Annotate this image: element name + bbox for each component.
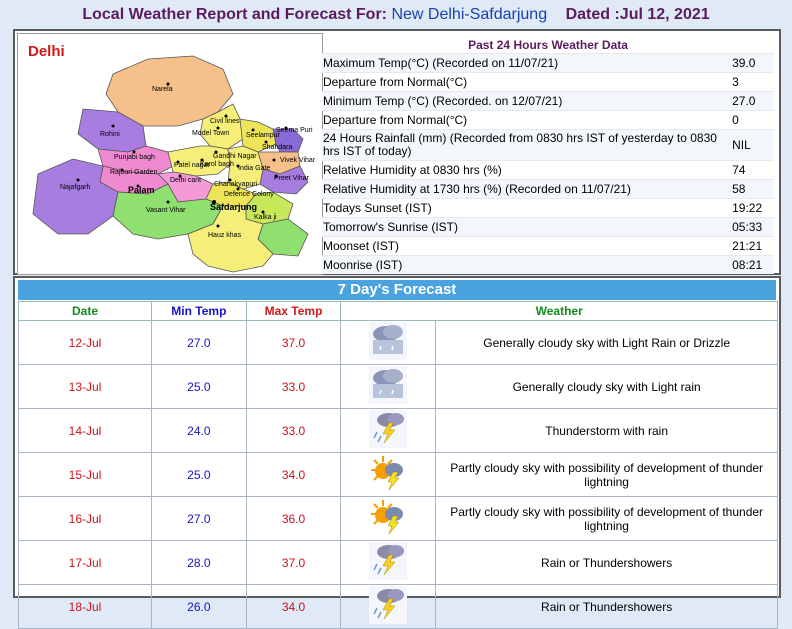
forecast-row <box>19 541 778 585</box>
past-24-value: 3 <box>732 75 739 89</box>
map-graphic <box>18 34 322 274</box>
past-24-value: 74 <box>732 163 746 177</box>
sun-thunder-icon <box>369 454 407 492</box>
forecast-weather: Partly cloudy sky with possibility of development of thunder lightning <box>436 497 778 541</box>
forecast-icon-cell <box>341 321 436 365</box>
map-label-seelampur: Seelampur <box>246 132 280 139</box>
cloud-rain-icon <box>369 322 407 360</box>
past-24-row <box>322 91 774 110</box>
past-24-label: Moonrise (IST) <box>323 257 403 272</box>
forecast-panel <box>13 276 781 614</box>
past-24-value: 39.0 <box>732 56 756 70</box>
map-label-punjabi-bagh: Punjabi bagh <box>114 154 155 161</box>
past-24-value: 19:22 <box>732 201 763 215</box>
forecast-min-temp: 25.0 <box>152 365 247 409</box>
forecast-row <box>19 497 778 541</box>
past-24-row <box>322 198 774 217</box>
forecast-icon-cell <box>341 497 436 541</box>
forecast-weather: Rain or Thundershowers <box>436 541 778 585</box>
forecast-max-temp: 36.0 <box>246 497 341 541</box>
map-label-palam: Palam <box>128 185 155 195</box>
forecast-icon-cell <box>341 409 436 453</box>
past-24-row <box>322 160 774 179</box>
column-header-date: Date <box>19 302 152 321</box>
station-name: New Delhi-Safdarjung <box>391 6 548 23</box>
forecast-table <box>18 301 778 629</box>
map-label-hauz-khas: Hauz khas <box>208 232 242 239</box>
past-24-label: Relative Humidity at 0830 hrs (%) <box>323 162 502 177</box>
forecast-row <box>19 453 778 497</box>
forecast-max-temp: 37.0 <box>246 321 341 365</box>
past-24-label: Maximum Temp(°C) (Recorded on 11/07/21) <box>323 55 559 70</box>
forecast-max-temp: 37.0 <box>246 541 341 585</box>
forecast-weather: Generally cloudy sky with Light Rain or Drizzle <box>436 321 778 365</box>
map-label-seema-puri: Seema Puri <box>276 127 313 134</box>
past-24-row <box>322 236 774 255</box>
title-prefix: Local Weather Report and Forecast For: <box>82 6 388 23</box>
past-24-value: 21:21 <box>732 239 763 253</box>
map-label-model-town: Model Town <box>192 130 230 137</box>
forecast-min-temp: 24.0 <box>152 409 247 453</box>
page-title <box>0 6 792 24</box>
map-label-india-gate: India Gate <box>238 165 271 172</box>
past-24-value: 0 <box>732 113 739 127</box>
map-label-civil-lines: Civil lines <box>210 118 240 125</box>
forecast-body <box>19 321 778 629</box>
map-title: Delhi <box>28 43 65 60</box>
map-label-gandhi-nagar: Gandhi Nagar <box>213 153 257 160</box>
forecast-date: 15-Jul <box>19 453 152 497</box>
past-24-value: 27.0 <box>732 94 756 108</box>
forecast-weather: Thunderstorm with rain <box>436 409 778 453</box>
map-label-kalka-ji: Kalka ji <box>254 214 277 221</box>
map-label-narela: Narela <box>152 86 173 93</box>
forecast-date: 17-Jul <box>19 541 152 585</box>
past-24-value: 05:33 <box>732 220 763 234</box>
forecast-min-temp: 25.0 <box>152 453 247 497</box>
past-24-row <box>322 129 774 160</box>
past-24-hours-table <box>322 37 774 274</box>
past-24-label: Minimum Temp (°C) (Recorded. on 12/07/21) <box>323 93 563 108</box>
forecast-max-temp: 33.0 <box>246 409 341 453</box>
forecast-max-temp: 34.0 <box>246 453 341 497</box>
map-label-safdarjung: Safdarjung <box>210 202 258 212</box>
past-24-label: Todays Sunset (IST) <box>323 200 432 215</box>
forecast-icon-cell <box>341 365 436 409</box>
map-label-vasant-vihar: Vasant Vihar <box>146 207 186 214</box>
past-24-hours-rows <box>322 53 774 274</box>
column-header-weather: Weather <box>341 302 778 321</box>
map-label-defence-colony: Defence Colony <box>224 191 274 198</box>
forecast-icon-cell <box>341 541 436 585</box>
thunderstorm-icon <box>369 542 407 580</box>
forecast-date: 12-Jul <box>19 321 152 365</box>
past-24-label: Tomorrow's Sunrise (IST) <box>323 219 458 234</box>
map-label-rajouri-garden: Rajouri Garden <box>110 169 158 176</box>
past-24-value: 08:21 <box>732 258 763 272</box>
map-label-karol-bagh: Karol bagh <box>200 161 234 168</box>
forecast-weather: Generally cloudy sky with Light rain <box>436 365 778 409</box>
map-label-vivek-vihar: Vivek Vihar <box>280 157 316 164</box>
forecast-row <box>19 321 778 365</box>
forecast-weather: Partly cloudy sky with possibility of development of thunder lightning <box>436 453 778 497</box>
past-24-row <box>322 217 774 236</box>
column-header-max-temp: Max Temp <box>246 302 341 321</box>
forecast-date: 18-Jul <box>19 585 152 629</box>
forecast-max-temp: 34.0 <box>246 585 341 629</box>
past-24-row <box>322 72 774 91</box>
map-label-chanakyapuri: Chanakyapuri <box>214 181 258 188</box>
forecast-min-temp: 26.0 <box>152 585 247 629</box>
past-24-label: 24 Hours Rainfall (mm) (Recorded from 0830 hrs IST of yesterday to 0830 hrs IST of today) <box>323 131 717 158</box>
past-24-row <box>322 53 774 72</box>
map-label-delhi-cant: Delhi cant <box>170 177 202 184</box>
thunderstorm-icon <box>369 410 407 448</box>
thunderstorm-icon <box>369 586 407 624</box>
map-label-patel-nagar: Patel nagar <box>174 162 210 169</box>
forecast-date: 13-Jul <box>19 365 152 409</box>
past-24-label: Departure from Normal(°C) <box>323 74 468 89</box>
past-24-label: Moonset (IST) <box>323 238 400 253</box>
delhi-district-map <box>17 33 323 275</box>
past-weather-panel <box>13 29 781 275</box>
past-24-value: NIL <box>732 138 751 152</box>
forecast-icon-cell <box>341 453 436 497</box>
forecast-row <box>19 365 778 409</box>
cloud-rain-icon <box>369 366 407 404</box>
past-24-row <box>322 110 774 129</box>
forecast-row <box>19 409 778 453</box>
past-24-hours-heading: Past 24 Hours Weather Data <box>468 38 628 52</box>
map-label-rohini: Rohini <box>100 131 120 138</box>
past-24-row <box>322 179 774 198</box>
forecast-heading: 7 Day's Forecast <box>18 280 776 300</box>
past-24-label: Relative Humidity at 1730 hrs (%) (Recorded on 11/07/21) <box>323 181 631 196</box>
forecast-min-temp: 27.0 <box>152 497 247 541</box>
past-24-value: 58 <box>732 182 746 196</box>
past-24-label: Departure from Normal(°C) <box>323 112 468 127</box>
forecast-weather: Rain or Thundershowers <box>436 585 778 629</box>
forecast-min-temp: 27.0 <box>152 321 247 365</box>
forecast-max-temp: 33.0 <box>246 365 341 409</box>
report-date: Dated :Jul 12, 2021 <box>565 6 710 23</box>
past-24-row <box>322 255 774 274</box>
column-header-min-temp: Min Temp <box>152 302 247 321</box>
map-label-shahdara: Shahdara <box>262 144 293 151</box>
map-label-preet-vihar: Preet Vihar <box>274 175 309 182</box>
forecast-header-row <box>19 302 778 321</box>
forecast-min-temp: 28.0 <box>152 541 247 585</box>
sun-thunder-icon <box>369 498 407 536</box>
forecast-date: 14-Jul <box>19 409 152 453</box>
map-label-najafgarh: Najafgarh <box>60 184 91 191</box>
forecast-date: 16-Jul <box>19 497 152 541</box>
